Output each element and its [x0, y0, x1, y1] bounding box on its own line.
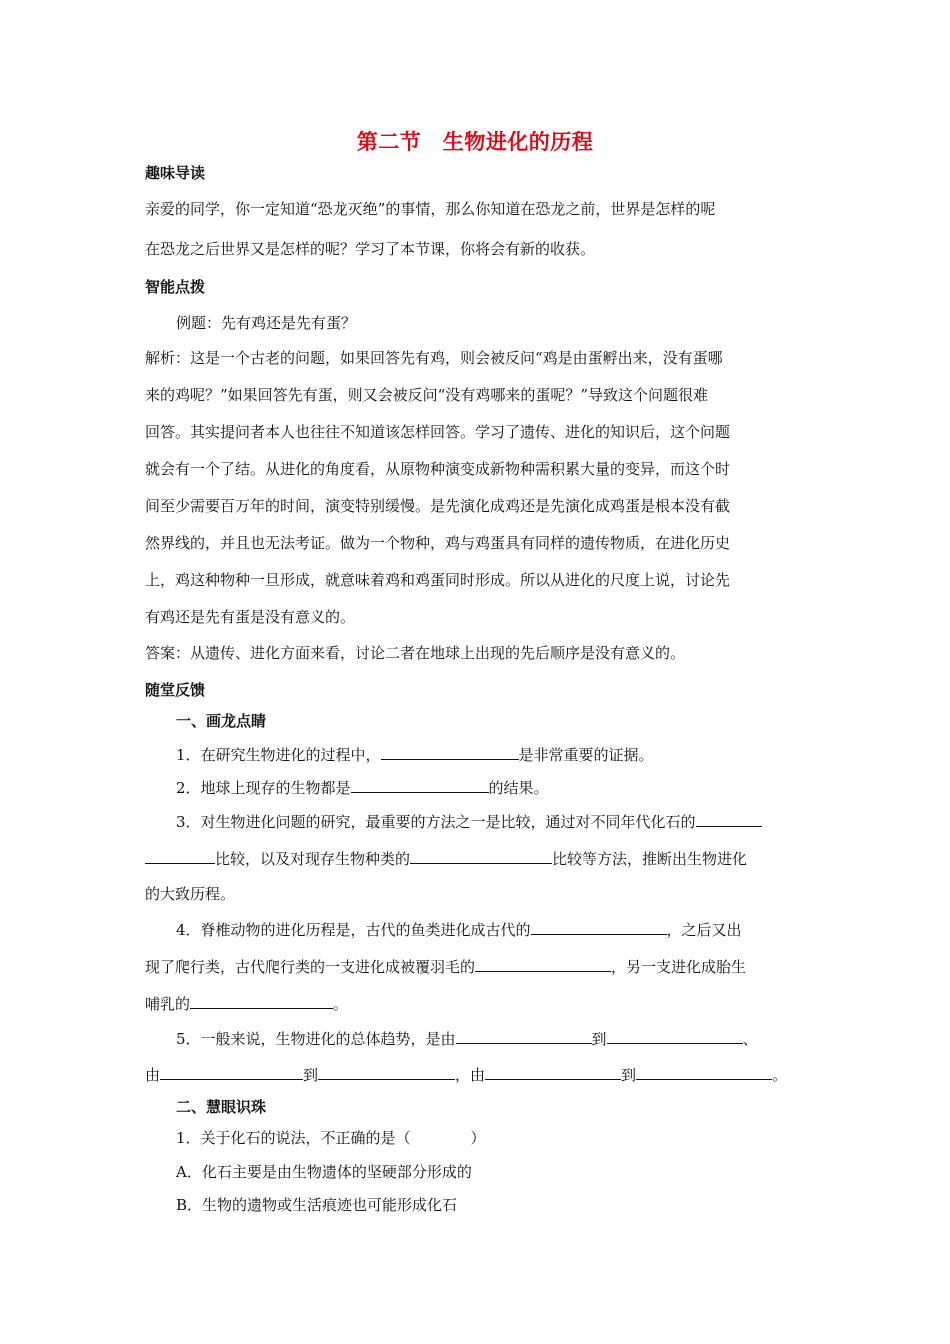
- question-text: 3．对生物进化问题的研究，最重要的方法之一是比较，通过对不同年代化石的: [176, 813, 696, 831]
- question-text: ，另一支进化成胎生: [611, 958, 747, 976]
- question-4-continued: [145, 956, 746, 977]
- analysis-line: 就会有一个了结。从进化的角度看，从原物种演变成新物种需积累大量的变异，而这个时: [145, 460, 731, 478]
- section-heading-tips: 智能点拨: [145, 278, 206, 296]
- analysis-line: 然界线的，并且也无法考证。做为一个物种，鸡与鸡蛋具有同样的遗传物质，在进化历史: [145, 534, 731, 552]
- answer-blank[interactable]: [381, 744, 519, 760]
- answer-blank[interactable]: [636, 1064, 772, 1080]
- question-text: 是非常重要的证据。: [518, 746, 654, 764]
- answer-line: 答案：从遗传、进化方面来看，讨论二者在地球上出现的先后顺序是没有意义的。: [145, 644, 686, 662]
- answer-blank[interactable]: [456, 1028, 592, 1044]
- question-text: 由: [145, 1066, 161, 1084]
- question-text: 的结果。: [488, 779, 549, 797]
- question-5: [176, 1028, 758, 1049]
- question-text: 现了爬行类，古代爬行类的一支进化成被覆羽毛的: [145, 958, 476, 976]
- question-text: 。: [333, 995, 349, 1013]
- analysis-line: 来的鸡呢？”如果回答先有蛋，则又会被反问“没有鸡哪来的蛋呢？”导致这个问题很难: [145, 386, 709, 404]
- question-text: ，由: [455, 1066, 486, 1084]
- answer-blank[interactable]: [190, 993, 333, 1009]
- question-text: 1．在研究生物进化的过程中，: [176, 746, 381, 764]
- answer-blank[interactable]: [531, 919, 667, 935]
- question-text: 到: [303, 1066, 319, 1084]
- section-heading-feedback: 随堂反馈: [145, 681, 206, 699]
- example-question: 例题：先有鸡还是先有蛋？: [176, 314, 357, 332]
- question-text: 5．一般来说，生物进化的总体趋势，是由: [176, 1030, 456, 1048]
- question-text: 、: [742, 1030, 758, 1048]
- answer-blank[interactable]: [160, 1064, 303, 1080]
- question-text: 比较，以及对现存生物种类的: [215, 850, 411, 868]
- answer-blank[interactable]: [145, 848, 215, 864]
- answer-blank[interactable]: [351, 777, 489, 793]
- part-heading-fill-in: 一、画龙点睛: [176, 712, 267, 730]
- question-text: 比较等方法，推断出生物进化: [552, 850, 748, 868]
- question-text: 到: [591, 1030, 607, 1048]
- part-heading-multiple-choice: 二、慧眼识珠: [176, 1098, 267, 1116]
- analysis-line: 有鸡还是先有蛋是没有意义的。: [145, 608, 356, 626]
- mc-option-a[interactable]: A．化石主要是由生物遗体的坚硬部分形成的: [176, 1163, 472, 1181]
- question-text: 4．脊椎动物的进化历程是，古代的鱼类进化成古代的: [176, 921, 531, 939]
- analysis-line: 间至少需要百万年的时间，演变特别缓慢。是先演化成鸡还是先演化成鸡蛋是根本没有截: [145, 497, 731, 515]
- intro-line: 亲爱的同学，你一定知道“恐龙灭绝”的事情，那么你知道在恐龙之前，世界是怎样的呢: [145, 200, 716, 218]
- intro-line: 在恐龙之后世界又是怎样的呢？学习了本节课，你将会有新的收获。: [145, 240, 596, 258]
- question-text: 2．地球上现存的生物都是: [176, 779, 351, 797]
- question-1: [176, 744, 654, 765]
- question-text: ，之后又出: [666, 921, 742, 939]
- answer-blank[interactable]: [485, 1064, 621, 1080]
- analysis-line: 解析：这是一个古老的问题，如果回答先有鸡，则会被反问“鸡是由蛋孵出来，没有蛋哪: [145, 349, 723, 367]
- analysis-line: 上，鸡这种物种一旦形成，就意味着鸡和鸡蛋同时形成。所以从进化的尺度上说，讨论先: [145, 571, 731, 589]
- question-5-continued: [145, 1064, 787, 1085]
- answer-blank[interactable]: [475, 956, 611, 972]
- answer-blank[interactable]: [318, 1064, 455, 1080]
- mc-option-b[interactable]: B．生物的遗物或生活痕迹也可能形成化石: [176, 1196, 458, 1214]
- mc-question-1: 1．关于化石的说法，不正确的是（ ）: [176, 1129, 486, 1147]
- question-3-continued: [145, 848, 747, 869]
- question-text: 。: [772, 1066, 788, 1084]
- analysis-line: 回答。其实提问者本人也往往不知道该怎样回答。学习了遗传、进化的知识后，这个问题: [145, 423, 731, 441]
- question-3: [176, 811, 762, 832]
- answer-blank[interactable]: [410, 848, 552, 864]
- page-title: 第二节 生物进化的历程: [356, 130, 594, 154]
- question-text: 哺乳的: [145, 995, 191, 1013]
- question-4-end: [145, 993, 348, 1014]
- answer-blank[interactable]: [696, 811, 762, 827]
- question-text: 到: [621, 1066, 637, 1084]
- section-heading-intro: 趣味导读: [145, 164, 206, 182]
- question-2: [176, 777, 549, 798]
- answer-blank[interactable]: [607, 1028, 743, 1044]
- question-3-end: 的大致历程。: [145, 885, 236, 903]
- question-4: [176, 919, 742, 940]
